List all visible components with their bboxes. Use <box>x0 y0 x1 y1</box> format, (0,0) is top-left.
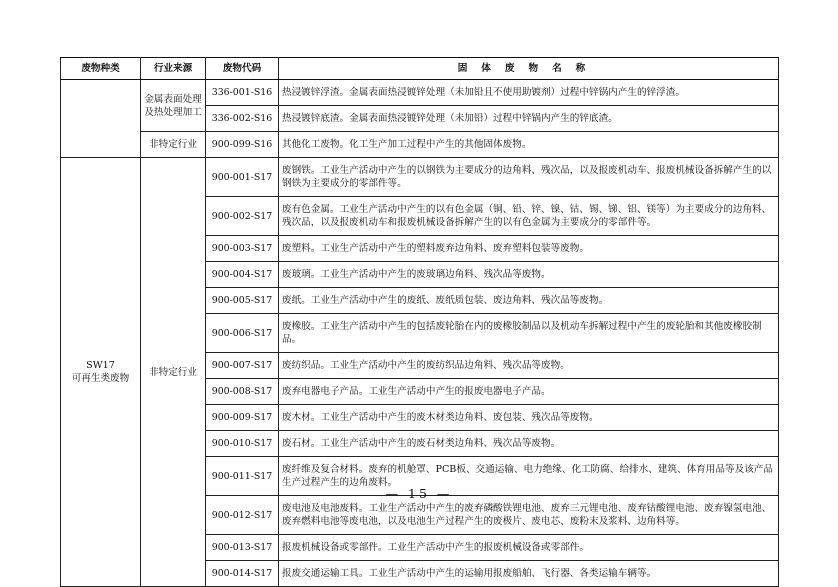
waste-code: 900-001-S17 <box>206 158 279 197</box>
table-row <box>61 158 779 197</box>
waste-description: 废有色金属。工业生产活动中产生的以有色金属（铜、铅、锌、镍、钴、锡、锑、铝、镁等）为主要成分的边角料、残次品，以及报废机动车和报废机械设备拆解产生的以有色金属为主要成分的零部件等。 <box>279 197 779 236</box>
waste-code: 900-008-S17 <box>206 379 279 405</box>
waste-description: 废塑料。工业生产活动中产生的塑料废弃边角料、废弃塑料包装等废物。 <box>279 236 779 262</box>
category-name: 可再生类废物 <box>71 373 130 384</box>
waste-description: 废纺织品。工业生产活动中产生的废纺织品边角料、残次品等废物。 <box>279 353 779 379</box>
header-waste-code: 废物代码 <box>206 58 279 80</box>
category-cell <box>61 158 141 587</box>
waste-code: 900-006-S17 <box>206 314 279 353</box>
waste-description: 废石材。工业生产活动中产生的废石材类边角料、残次品等废物。 <box>279 431 779 457</box>
header-industry-source: 行业来源 <box>141 58 206 80</box>
waste-description: 废纤维及复合材料。废弃的机舱罩、PCB板、交通运输、电力绝缘、化工防腐、给排水、建筑、体育用品等及该产品生产过程产生的边角废料。 <box>279 457 779 496</box>
table-row <box>61 80 779 106</box>
waste-code: 900-014-S17 <box>206 561 279 587</box>
waste-code: 900-009-S17 <box>206 405 279 431</box>
waste-code: 900-099-S16 <box>206 132 279 158</box>
table-row <box>61 132 779 158</box>
waste-description: 热浸镀锌浮渣。金属表面热浸镀锌处理（未加铅且不使用助镀剂）过程中锌锅内产生的锌浮渣。 <box>279 80 779 106</box>
waste-description: 废纸。工业生产活动中产生的废纸、废纸质包装、废边角料、残次品等废物。 <box>279 288 779 314</box>
waste-code: 336-001-S16 <box>206 80 279 106</box>
waste-code: 900-011-S17 <box>206 457 279 496</box>
waste-code: 900-007-S17 <box>206 353 279 379</box>
category-code: SW17 <box>86 360 115 371</box>
header-waste-name: 固体废物名称 <box>279 58 779 80</box>
waste-description: 废钢铁。工业生产活动中产生的以钢铁为主要成分的边角料、残次品，以及报废机动车、报废机械设备拆解产生的以钢铁为主要成分的零部件等。 <box>279 158 779 197</box>
waste-description: 废玻璃。工业生产活动中产生的废玻璃边角料、残次品等废物。 <box>279 262 779 288</box>
source-cell: 非特定行业 <box>141 132 206 158</box>
waste-description: 废电池及电池废料。工业生产活动中产生的废弃磷酸铁锂电池、废弃三元锂电池、废弃钴酸锂电池、废弃镍氢电池、废弃燃料电池等废电池，以及电池生产过程产生的废极片、废电芯、废粉末及浆料、边角料等。 <box>279 496 779 535</box>
waste-code: 900-012-S17 <box>206 496 279 535</box>
header-waste-category: 废物种类 <box>61 58 141 80</box>
page-number: — 15 — <box>385 486 453 501</box>
waste-description: 报废机械设备或零部件。工业生产活动中产生的报废机械设备或零部件。 <box>279 535 779 561</box>
category-cell-empty <box>61 80 141 158</box>
source-cell: 非特定行业 <box>141 158 206 587</box>
waste-description: 报废交通运输工具。工业生产活动中产生的运输用报废船舶、飞行器、各类运输车辆等。 <box>279 561 779 587</box>
waste-description: 其他化工废物。化工生产加工过程中产生的其他固体废物。 <box>279 132 779 158</box>
waste-description: 废木材。工业生产活动中产生的废木材类边角料、废包装、残次品等废物。 <box>279 405 779 431</box>
waste-description: 废弃电器电子产品。工业生产活动中产生的报废电器电子产品。 <box>279 379 779 405</box>
waste-description: 热浸镀锌底渣。金属表面热浸镀锌处理（未加铅）过程中锌锅内产生的锌底渣。 <box>279 106 779 132</box>
table-header-row <box>61 58 779 80</box>
waste-description: 废橡胶。工业生产活动中产生的包括废轮胎在内的废橡胶制品以及机动车拆解过程中产生的废轮胎和其他废橡胶制品。 <box>279 314 779 353</box>
waste-code: 900-002-S17 <box>206 197 279 236</box>
waste-code: 900-010-S17 <box>206 431 279 457</box>
waste-code: 336-002-S16 <box>206 106 279 132</box>
source-cell: 金属表面处理及热处理加工 <box>141 80 206 132</box>
waste-code: 900-013-S17 <box>206 535 279 561</box>
waste-code: 900-003-S17 <box>206 236 279 262</box>
waste-classification-table <box>60 57 779 587</box>
waste-code: 900-004-S17 <box>206 262 279 288</box>
waste-code: 900-005-S17 <box>206 288 279 314</box>
